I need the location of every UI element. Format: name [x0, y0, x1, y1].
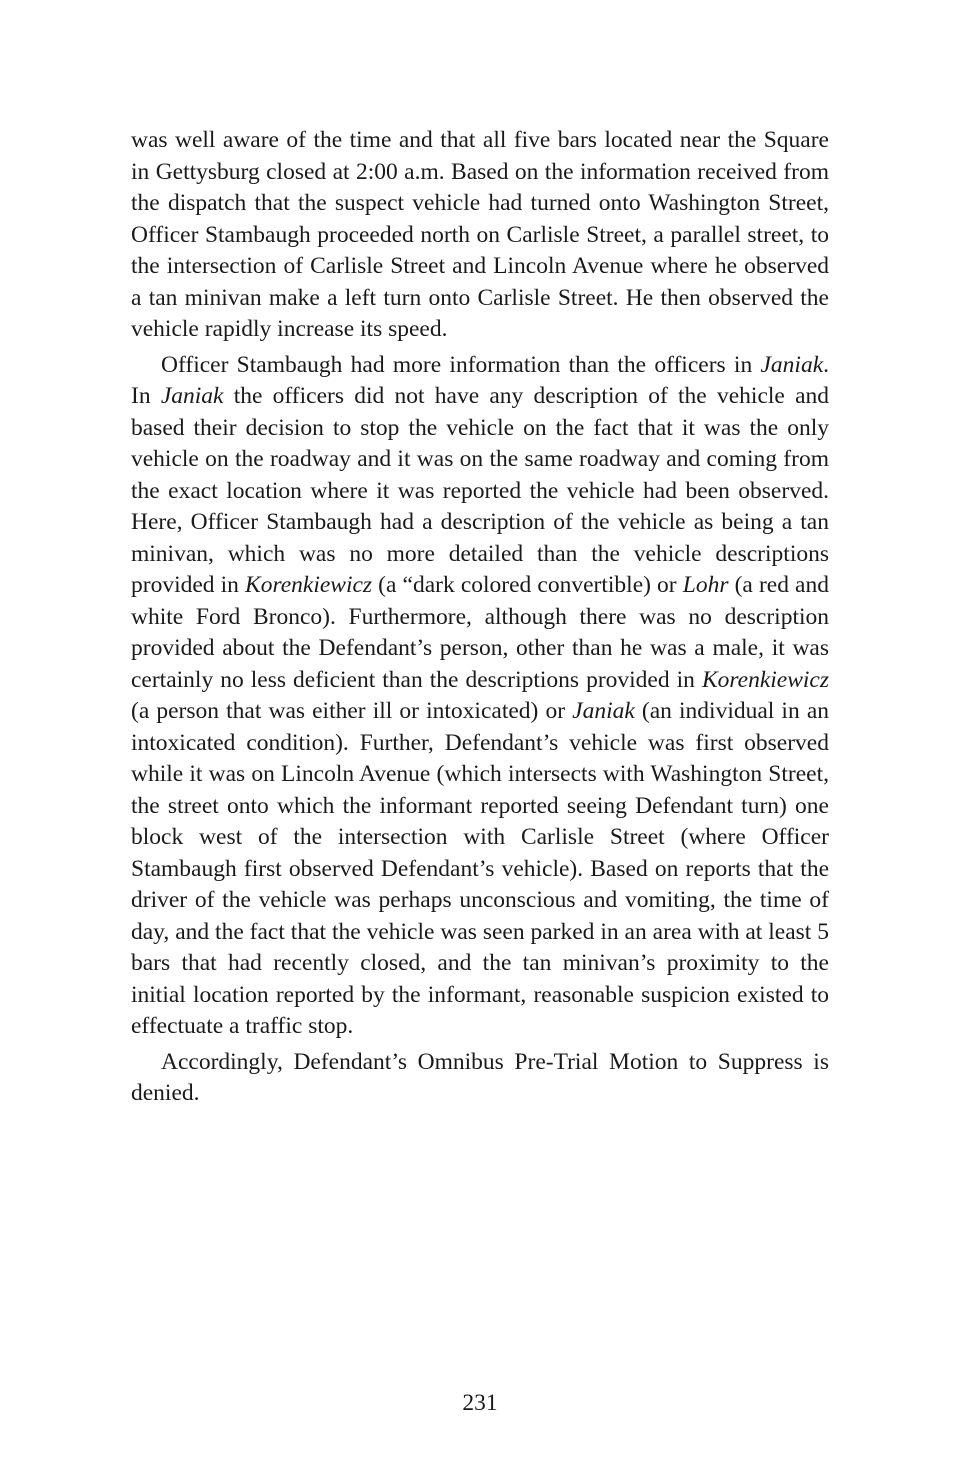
page-body: [131, 125, 829, 1110]
case-name-korenkiewicz: Korenkiewicz: [701, 666, 829, 693]
text-run: . In: [131, 351, 829, 409]
text-run: (an individual in an intoxicated condition). Further, Defendant’s vehicle was first observed while it was on Lincoln Avenue (which intersects with Washington Street, the street onto which the informant reported seeing Defendant turn) one block west of the intersection with Carlisle Street (where Officer Stambaugh first observed Defendant’s vehicle). Based on reports that the driver of the vehicle was perhaps unconscious and vomiting, the time of day, and the fact that the vehicle was seen parked in an area with at least 5 bars that had recently closed, and the tan minivan’s proximity to the initial location reported by the informant, reasonable suspicion existed to effectuate a traffic stop.: [131, 698, 829, 1039]
text-run: Officer Stambaugh had more information than the officers in: [161, 351, 761, 378]
text-run: the officers did not have any description of the vehicle and based their decision to stop the vehicle on the fact that it was the only vehicle on the roadway and it was on the same roadway and coming from the exact location where it was reported the vehicle had been observed. Here, Officer Stambaugh had a description of the vehicle as being a tan minivan, which was no more detailed than the vehicle descriptions provided in: [131, 383, 829, 598]
case-name-janiak: Janiak: [760, 351, 824, 378]
page-number: 231: [462, 1390, 498, 1416]
text-run: (a person that was either ill or intoxicated) or: [131, 698, 573, 724]
case-name-korenkiewicz: Korenkiewicz: [245, 572, 373, 598]
case-name-lohr: Lohr: [682, 572, 729, 598]
case-name-janiak: Janiak: [160, 383, 224, 409]
paragraph-janiak-comparison: [131, 350, 829, 1043]
text-run: (a red and white Ford Bronco). Furthermore, although there was no description provided about the Defendant’s person, other than he was a male, it was certainly no less deficient than the descriptions provided in: [131, 572, 829, 693]
text-run: Accordingly, Defendant’s Omnibus Pre-Trial Motion to Suppress is denied.: [131, 1048, 829, 1106]
paragraph-conclusion: [131, 1047, 829, 1110]
case-name-janiak: Janiak: [572, 698, 635, 724]
paragraph-stambaugh-observations: [131, 125, 829, 346]
text-run: was well aware of the time and that all five bars located near the Square in Gettysburg closed at 2:00 a.m. Based on the information received from the dispatch that the suspect vehicle had turned onto Washington Street, Officer Stambaugh proceeded north on Carlisle Street, a parallel street, to the intersection of Carlisle Street and Lincoln Avenue where he observed a tan minivan make a left turn onto Carlisle Street. He then observed the vehicle rapidly increase its speed.: [131, 127, 829, 342]
text-run: (a “dark colored convertible) or: [372, 572, 683, 598]
